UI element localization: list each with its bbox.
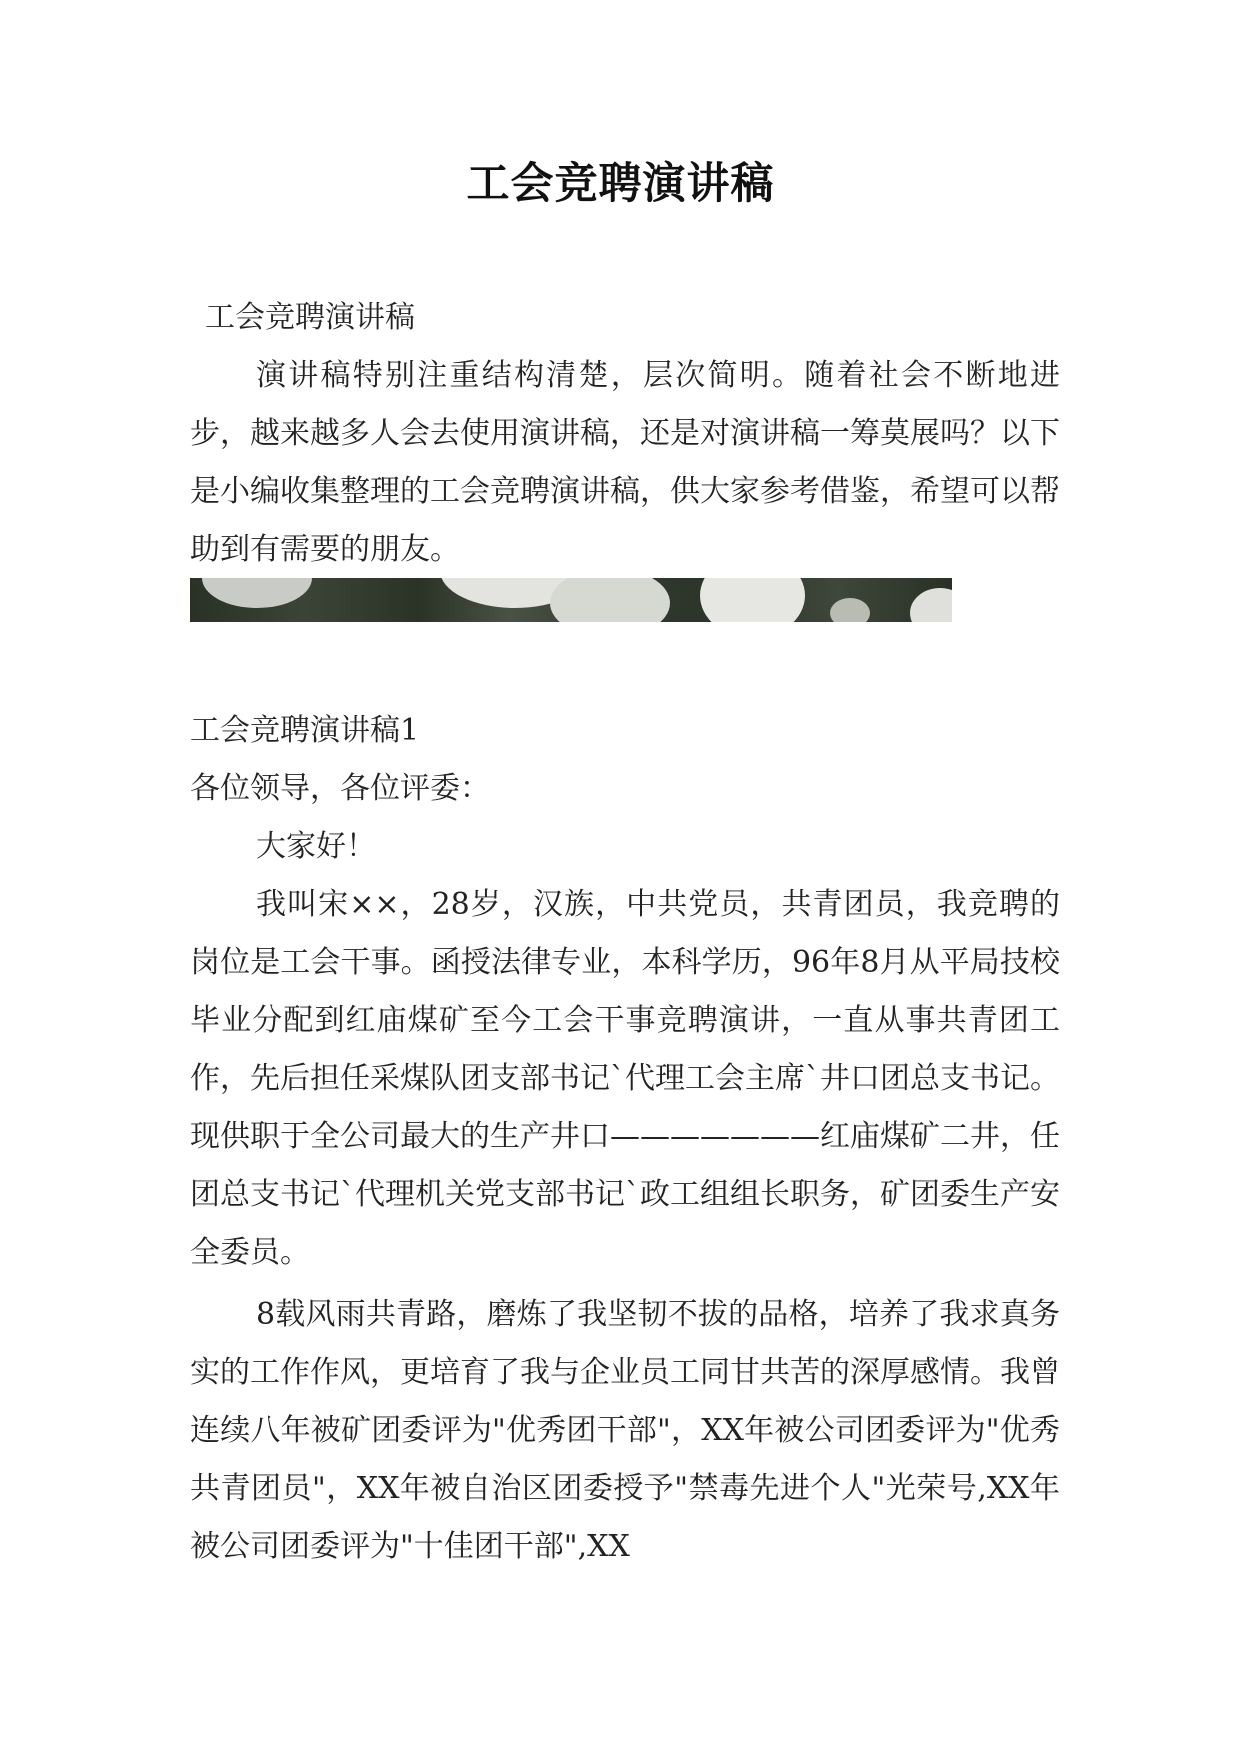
photo-figure — [202, 578, 312, 608]
photo-figure — [550, 578, 670, 622]
photo-strip-image — [190, 578, 952, 622]
section-heading: 工会竞聘演讲稿1 — [190, 713, 420, 748]
document-title: 工会竞聘演讲稿 — [466, 159, 775, 209]
body-paragraph-1: 我叫宋××，28岁，汉族，中共党员，共青团员，我竞聘的岗位是工会干事。函授法律专业，本科学历，96年8月从平局技校毕业分配到红庙煤矿至今工会干事竞聘演讲，一直从事共青团工作，先后担任采煤队团支部书记`代理工会主席`井口团总支书记。现供职于全公司最大的生产井口———————红庙煤矿二井，任团总支书记`代理机关党支部书记`政工组组长职务，矿团委生产安全委员。 — [190, 887, 1060, 1270]
photo-figure — [830, 598, 870, 622]
body-paragraph-2: 8载风雨共青路，磨炼了我坚韧不拔的品格，培养了我求真务实的工作作风，更培育了我与企业员工同甘共苦的深厚感情。我曾连续八年被矿团委评为"优秀团干部"，XX年被公司团委评为"优秀共青团员"，XX年被自治区团委授予"禁毒先进个人"光荣号,XX年被公司团委评为"十佳团干部",XX — [190, 1297, 1060, 1564]
intro-paragraph: 演讲稿特别注重结构清楚，层次简明。随着社会不断地进步，越来越多人会去使用演讲稿，还是对演讲稿一筹莫展吗？以下是小编收集整理的工会竞聘演讲稿，供大家参考借鉴，希望可以帮助到有需要的朋友。 — [190, 358, 1060, 567]
photo-figure — [700, 578, 805, 622]
greeting: 各位领导，各位评委： — [190, 771, 490, 806]
hello-line: 大家好！ — [256, 829, 376, 864]
subtitle: 工会竞聘演讲稿 — [205, 300, 415, 335]
photo-figure — [910, 588, 952, 622]
